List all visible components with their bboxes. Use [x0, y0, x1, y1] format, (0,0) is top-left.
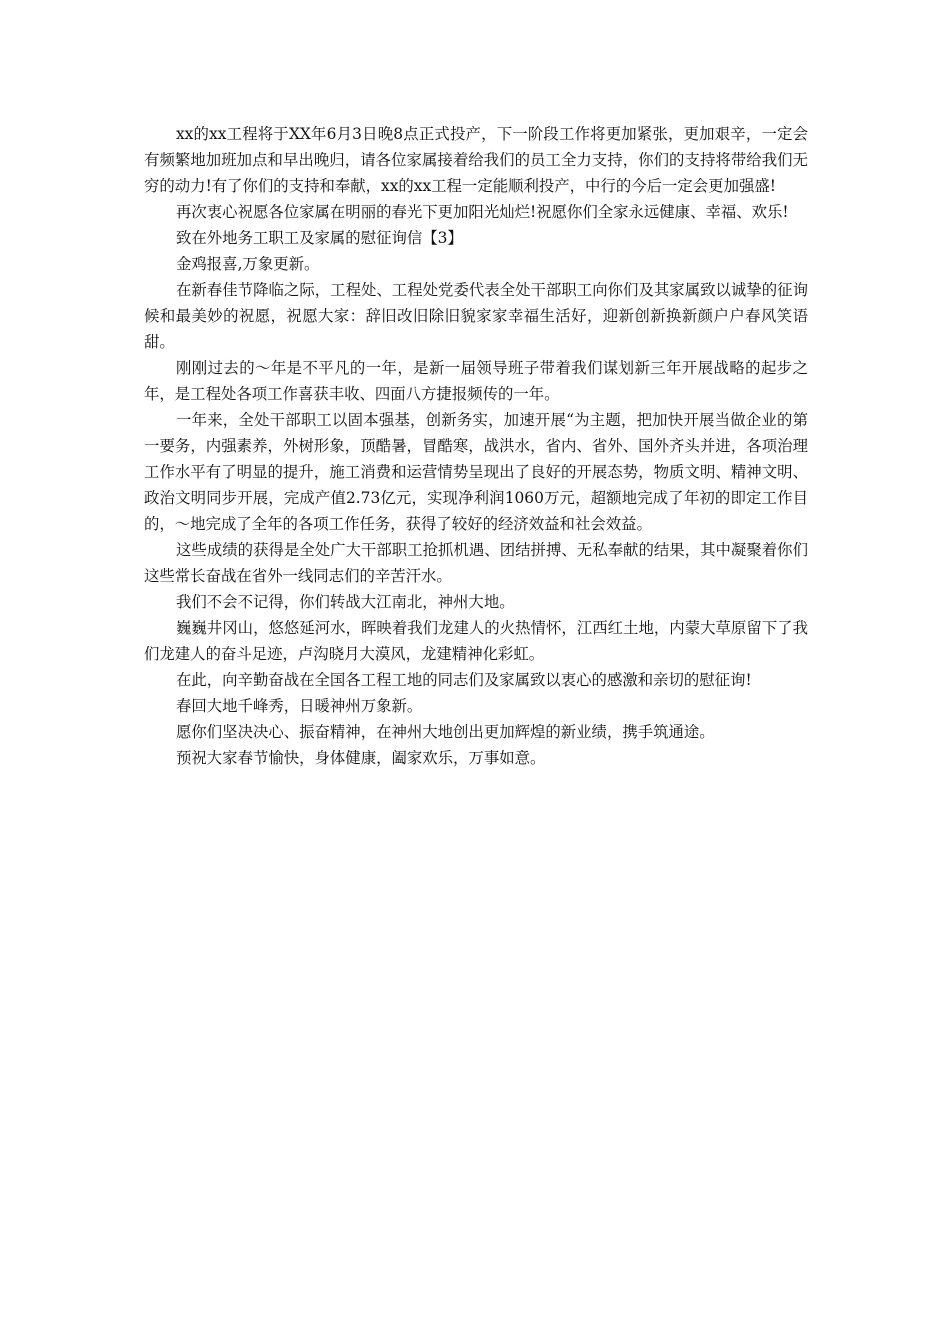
section-heading: 致在外地务工职工及家属的慰征询信【3】 [176, 229, 463, 247]
paragraph-2: 再次衷心祝愿各位家属在明丽的春光下更加阳光灿烂!祝愿你们全家永远健康、幸福、欢乐! [176, 203, 789, 221]
paragraph-5: 在新春佳节降临之际，工程处、工程处党委代表全处干部职工向你们及其家属致以诚挚的征询候和最美妙的祝愿，祝愿大家：辞旧改旧除旧貌家家幸福生活好，迎新创新换新颜户户春风笑语甜。 [144, 281, 808, 351]
paragraph-12: 春回大地千峰秀，日暖神州万象新。 [176, 697, 423, 715]
paragraph-14: 预祝大家春节愉快，身体健康，阖家欢乐，万事如意。 [176, 749, 546, 767]
paragraph-6: 刚刚过去的～年是不平凡的一年，是新一届领导班子带着我们谋划新三年开展战略的起步之年，是工程处各项工作喜获丰收、四面八方捷报频传的一年。 [144, 359, 808, 403]
paragraph-8: 这些成绩的获得是全处广大干部职工抢抓机遇、团结拼搏、无私奉献的结果，其中凝聚着你们这些常长奋战在省外一线同志们的辛苦汗水。 [144, 541, 808, 585]
paragraph-13: 愿你们坚决决心、振奋精神，在神州大地创出更加辉煌的新业绩，携手筑通途。 [176, 723, 715, 741]
paragraph-10: 巍巍井冈山，悠悠延河水，晖映着我们龙建人的火热情怀，江西红土地，内蒙大草原留下了我们龙建人的奋斗足迹，卢沟晓月大漠风，龙建精神化彩虹。 [144, 619, 808, 663]
paragraph-7: 一年来，全处干部职工以固本强基，创新务实，加速开展“为主题，把加快开展当做企业的第一要务，内强素养，外树形象，顶酷暑，冒酷寒，战洪水，省内、省外、国外齐头并进，各项治理工作水平有了明显的提升，施工消费和运营情势呈现出了良好的开展态势，物质文明、精神文明、政治文明同步开展，完成产值2.73亿元，实现净利润1060万元，超额地完成了年初的即定工作目的，～地完成了全年的各项工作任务，获得了较好的经济效益和社会效益。 [144, 411, 808, 533]
document-body [144, 121, 808, 771]
paragraph-4: 金鸡报喜,万象更新。 [176, 255, 320, 273]
paragraph-9: 我们不会不记得，你们转战大江南北，神州大地。 [176, 593, 515, 611]
paragraph-1: xx的xx工程将于XX年6月3日晚8点正式投产，下一阶段工作将更加紧张，更加艰辛，一定会有频繁地加班加点和早出晚归，请各位家属接着给我们的员工全力支持，你们的支持将带给我们无穷的动力!有了你们的支持和奉献，xx的xx工程一定能顺利投产，中行的今后一定会更加强盛! [144, 125, 808, 195]
paragraph-11: 在此，向辛勤奋战在全国各工程工地的同志们及家属致以衷心的感激和亲切的慰征询! [176, 671, 752, 689]
